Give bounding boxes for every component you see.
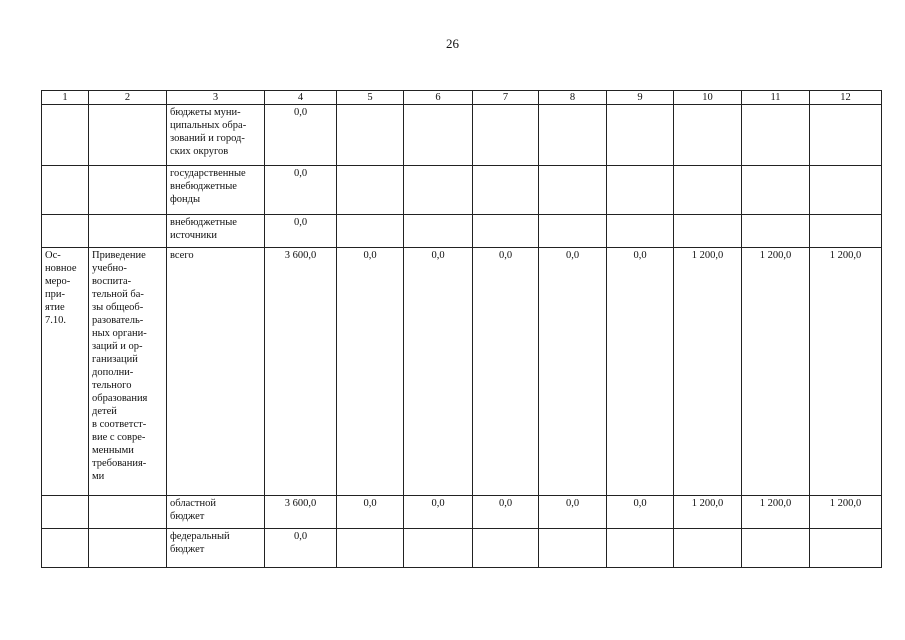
- table-cell: 0,0: [473, 496, 539, 529]
- table-cell: [404, 215, 473, 248]
- table-cell: 0,0: [539, 248, 607, 496]
- table-cell: [810, 529, 882, 568]
- table-cell: 0,0: [337, 248, 404, 496]
- amount-cell: 0,0: [265, 166, 337, 215]
- funding-source-cell: федеральный бюджет: [167, 529, 265, 568]
- table-cell: [810, 215, 882, 248]
- table-cell: [404, 105, 473, 166]
- header-row: [42, 91, 882, 105]
- column-header: 3: [167, 91, 265, 105]
- funding-source-cell: бюджеты муни- ципальных обра- зований и город- ских округов: [167, 105, 265, 166]
- table-cell: [89, 529, 167, 568]
- table-cell: 1 200,0: [674, 248, 742, 496]
- column-header: 6: [404, 91, 473, 105]
- table-cell: 0,0: [473, 248, 539, 496]
- table-cell: [810, 166, 882, 215]
- table-cell: [742, 105, 810, 166]
- table-cell: [607, 529, 674, 568]
- table-cell: [404, 529, 473, 568]
- column-header: 7: [473, 91, 539, 105]
- table-cell: [607, 105, 674, 166]
- column-header: 2: [89, 91, 167, 105]
- table-cell: [607, 215, 674, 248]
- funding-source-cell: всего: [167, 248, 265, 496]
- table-cell: [89, 105, 167, 166]
- table-cell: [42, 105, 89, 166]
- column-header: 1: [42, 91, 89, 105]
- funding-source-cell: областной бюджет: [167, 496, 265, 529]
- table-cell: [337, 105, 404, 166]
- table-cell: [674, 215, 742, 248]
- table-cell: [539, 166, 607, 215]
- amount-cell: 0,0: [265, 105, 337, 166]
- table-row: [42, 248, 882, 496]
- table-row: [42, 215, 882, 248]
- table-cell: 0,0: [404, 496, 473, 529]
- column-header: 10: [674, 91, 742, 105]
- amount-cell: 0,0: [265, 215, 337, 248]
- table-cell: 0,0: [337, 496, 404, 529]
- budget-table: [41, 90, 882, 568]
- column-header: 12: [810, 91, 882, 105]
- table-cell: [607, 166, 674, 215]
- table-cell: [337, 215, 404, 248]
- table-cell: [42, 496, 89, 529]
- column-header: 5: [337, 91, 404, 105]
- table-cell: 1 200,0: [810, 496, 882, 529]
- table-cell: 0,0: [607, 248, 674, 496]
- column-header: 4: [265, 91, 337, 105]
- table-cell: [473, 529, 539, 568]
- table-cell: [473, 166, 539, 215]
- amount-cell: 3 600,0: [265, 248, 337, 496]
- table-cell: [473, 105, 539, 166]
- table-cell: [89, 496, 167, 529]
- column-header: 11: [742, 91, 810, 105]
- page-number: 26: [446, 36, 459, 51]
- table-row: [42, 105, 882, 166]
- table-cell: [89, 166, 167, 215]
- table-cell: [539, 215, 607, 248]
- table-cell: [810, 105, 882, 166]
- table-cell: [742, 166, 810, 215]
- table-cell: [337, 529, 404, 568]
- table-cell: [89, 215, 167, 248]
- amount-cell: 0,0: [265, 529, 337, 568]
- table-row: [42, 496, 882, 529]
- table-row: [42, 529, 882, 568]
- table-cell: [742, 529, 810, 568]
- table-cell: [473, 215, 539, 248]
- measure-title-cell: Приведение учебно- воспита- тельной ба- зы общеоб- разователь- ных органи- заций и ор- ганизаций дополни- тельного образования детей в соответст- вие с совре- менными требования- ми: [89, 248, 167, 496]
- table-cell: [42, 529, 89, 568]
- table-cell: 0,0: [539, 496, 607, 529]
- table-cell: [539, 105, 607, 166]
- table-cell: 0,0: [607, 496, 674, 529]
- table-cell: [674, 166, 742, 215]
- column-header: 9: [607, 91, 674, 105]
- table-cell: [674, 105, 742, 166]
- table-cell: [674, 529, 742, 568]
- table-cell: [539, 529, 607, 568]
- table-cell: [42, 166, 89, 215]
- funding-source-cell: внебюджетные источники: [167, 215, 265, 248]
- table-cell: 1 200,0: [674, 496, 742, 529]
- table-cell: 1 200,0: [810, 248, 882, 496]
- table-cell: [42, 215, 89, 248]
- table-cell: [742, 215, 810, 248]
- amount-cell: 3 600,0: [265, 496, 337, 529]
- table-cell: 1 200,0: [742, 496, 810, 529]
- column-header: 8: [539, 91, 607, 105]
- table-cell: 0,0: [404, 248, 473, 496]
- table-row: [42, 166, 882, 215]
- table-cell: [404, 166, 473, 215]
- table-cell: [337, 166, 404, 215]
- funding-source-cell: государственные внебюджетные фонды: [167, 166, 265, 215]
- measure-number-cell: Ос- новное меро- при- ятие 7.10.: [42, 248, 89, 496]
- table-cell: 1 200,0: [742, 248, 810, 496]
